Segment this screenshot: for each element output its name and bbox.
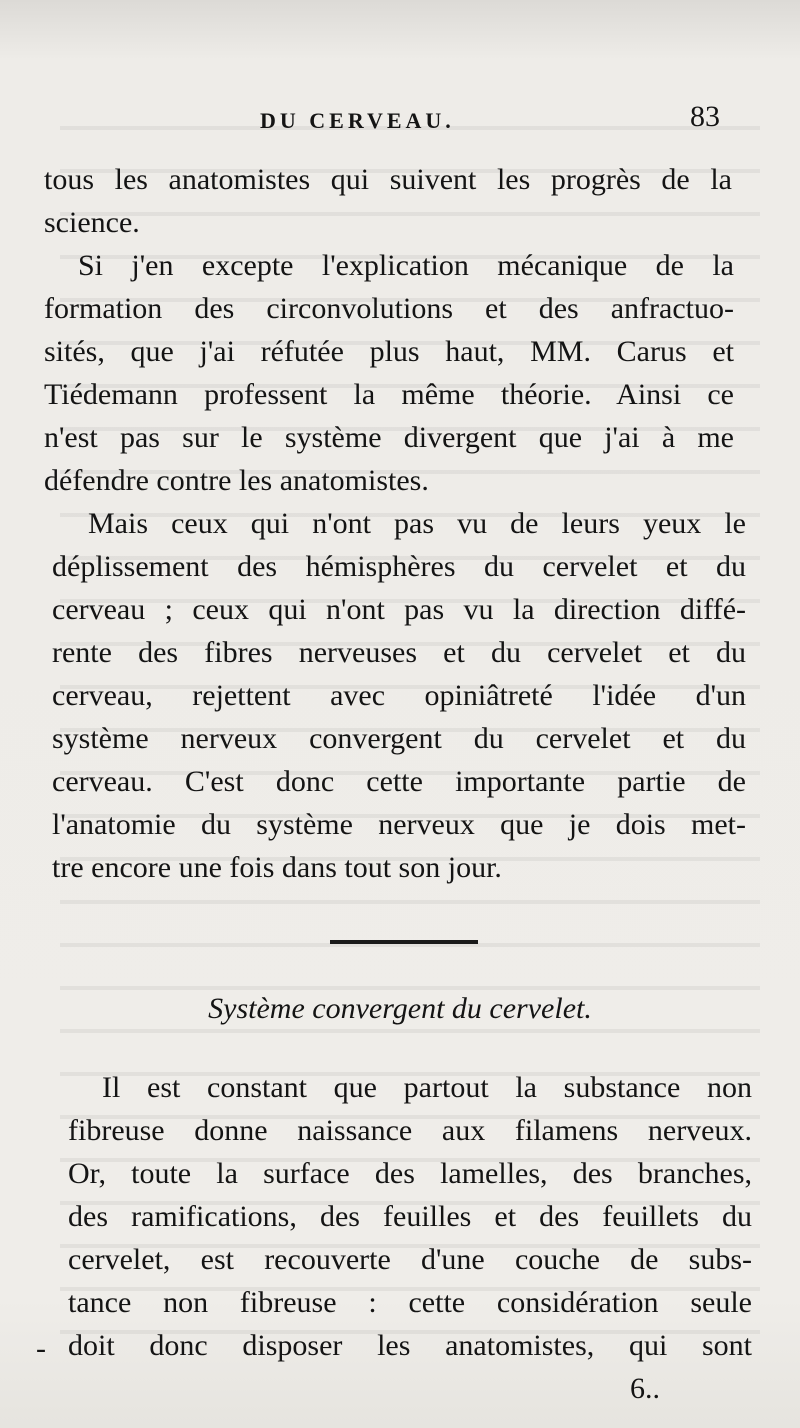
text-line: défendre contre les anatomistes.: [44, 464, 429, 497]
text-line: Or, toute la surface des lamelles, des branches,: [68, 1157, 752, 1190]
text-line: cerveau ; ceux qui n'ont pas vu la direction diffé-: [52, 593, 746, 626]
text-line: système nerveux convergent du cervelet et du: [52, 722, 746, 755]
text-line: Il est constant que partout la substance non: [102, 1071, 752, 1104]
section-heading: Système convergent du cervelet.: [208, 992, 592, 1025]
running-header: DU CERVEAU.: [260, 108, 455, 133]
text-line: Mais ceux qui n'ont pas vu de leurs yeux le: [88, 507, 746, 540]
paragraph: [52, 502, 746, 889]
text-line: tre encore une fois dans tout son jour.: [52, 851, 502, 884]
text-line: Tiédemann professent la même théorie. Ainsi ce: [44, 378, 734, 411]
text-line: des ramifications, des feuilles et des feuillets du: [68, 1200, 752, 1233]
text-line: cerveau, rejettent avec opiniâtreté l'idée d'un: [52, 679, 746, 712]
text-line: l'anatomie du système nerveux que je dois met-: [52, 808, 746, 841]
text-line: déplissement des hémisphères du cervelet et du: [52, 550, 746, 583]
paragraph: [44, 244, 734, 502]
paragraph: [68, 1066, 752, 1367]
text-line: cervelet, est recouverte d'une couche de subs-: [68, 1243, 752, 1276]
text-line: sités, que j'ai réfutée plus haut, MM. Carus et: [44, 335, 734, 368]
text-line: cerveau. C'est donc cette importante partie de: [52, 765, 746, 798]
text-line: Si j'en excepte l'explication mécanique de la: [78, 249, 734, 282]
page-number: 83: [690, 100, 720, 133]
text-line: fibreuse donne naissance aux filamens nerveux.: [68, 1114, 752, 1147]
signature-mark: 6..: [630, 1372, 660, 1405]
section-divider: [330, 940, 478, 944]
text-line: n'est pas sur le système divergent que j'ai à me: [44, 421, 734, 454]
text-line: doit donc disposer les anatomistes, qui sont: [68, 1329, 752, 1362]
text-line: science.: [44, 206, 140, 239]
text-line: rente des fibres nerveuses et du cervelet et du: [52, 636, 746, 669]
text-line: tance non fibreuse : cette considération seule: [68, 1286, 752, 1319]
margin-mark: -: [36, 1332, 46, 1365]
text-line: formation des circonvolutions et des anfractuo-: [44, 292, 734, 325]
text-line: tous les anatomistes qui suivent les progrès de la: [44, 163, 732, 196]
paragraph-continuation: [44, 158, 732, 244]
